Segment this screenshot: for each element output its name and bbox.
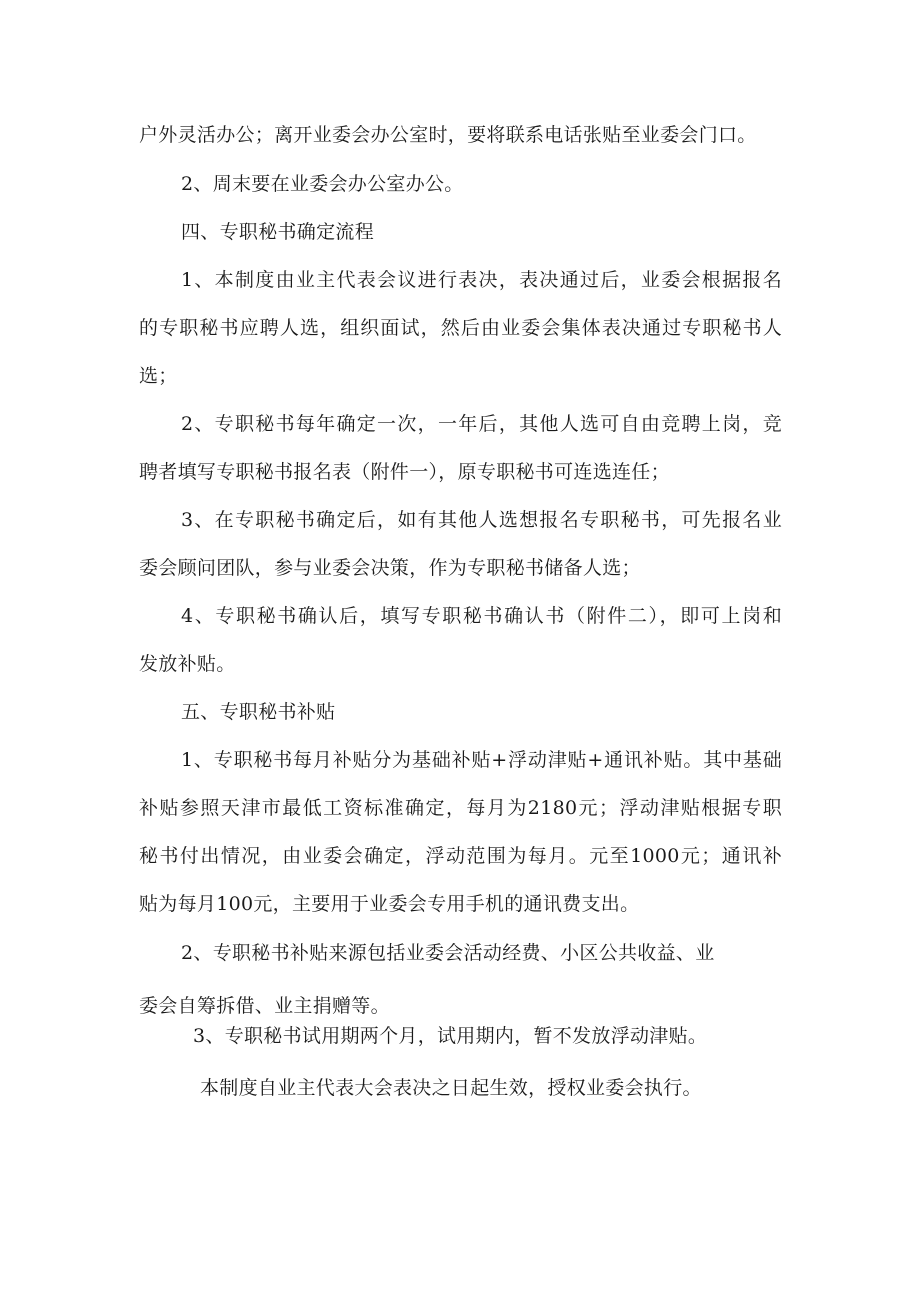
paragraph-line: 3、专职秘书试用期两个月，试用期内，暂不发放浮动津贴。 — [193, 1025, 708, 1047]
paragraph-line: 委会顾问团队，参与业委会决策，作为专职秘书储备人选； — [139, 557, 641, 579]
paragraph-line: 补贴参照天津市最低工资标准确定，每月为2180元；浮动津贴根据专职 — [139, 797, 782, 819]
paragraph-line: 选； — [139, 365, 178, 387]
paragraph-line: 1、专职秘书每月补贴分为基础补贴+浮动津贴+通讯补贴。其中基础 — [181, 749, 782, 771]
paragraph-line: 秘书付出情况，由业委会确定，浮动范围为每月。元至1000元；通讯补 — [139, 845, 782, 867]
paragraph-line: 4、专职秘书确认后，填写专职秘书确认书（附件二），即可上岗和 — [181, 605, 782, 627]
paragraph-line: 户外灵活办公；离开业委会办公室时，要将联系电话张贴至业委会门口。 — [139, 124, 757, 146]
section-heading: 四、专职秘书确定流程 — [181, 221, 375, 243]
paragraph-line: 聘者填写专职秘书报名表（附件一），原专职秘书可连选连任； — [139, 461, 670, 483]
section-heading: 五、专职秘书补贴 — [181, 701, 336, 723]
paragraph-line: 2、周末要在业委会办公室办公。 — [181, 173, 464, 195]
paragraph-line: 委会自筹拆借、业主捐赠等。 — [139, 995, 390, 1017]
paragraph-line: 3、在专职秘书确定后，如有其他人选想报名专职秘书，可先报名业 — [181, 509, 782, 531]
paragraph-line: 2、专职秘书补贴来源包括业委会活动经费、小区公共收益、业 — [181, 942, 715, 964]
paragraph-line: 的专职秘书应聘人选，组织面试，然后由业委会集体表决通过专职秘书人 — [139, 317, 782, 339]
paragraph-line: 发放补贴。 — [139, 653, 236, 675]
paragraph-line: 2、专职秘书每年确定一次，一年后，其他人选可自由竞聘上岗，竞 — [181, 413, 782, 435]
paragraph-line: 1、本制度由业主代表会议进行表决，表决通过后，业委会根据报名 — [181, 269, 782, 291]
paragraph-line: 贴为每月100元，主要用于业委会专用手机的通讯费支出。 — [139, 893, 640, 915]
closing-statement: 本制度自业主代表大会表决之日起生效，授权业委会执行。 — [200, 1077, 702, 1099]
